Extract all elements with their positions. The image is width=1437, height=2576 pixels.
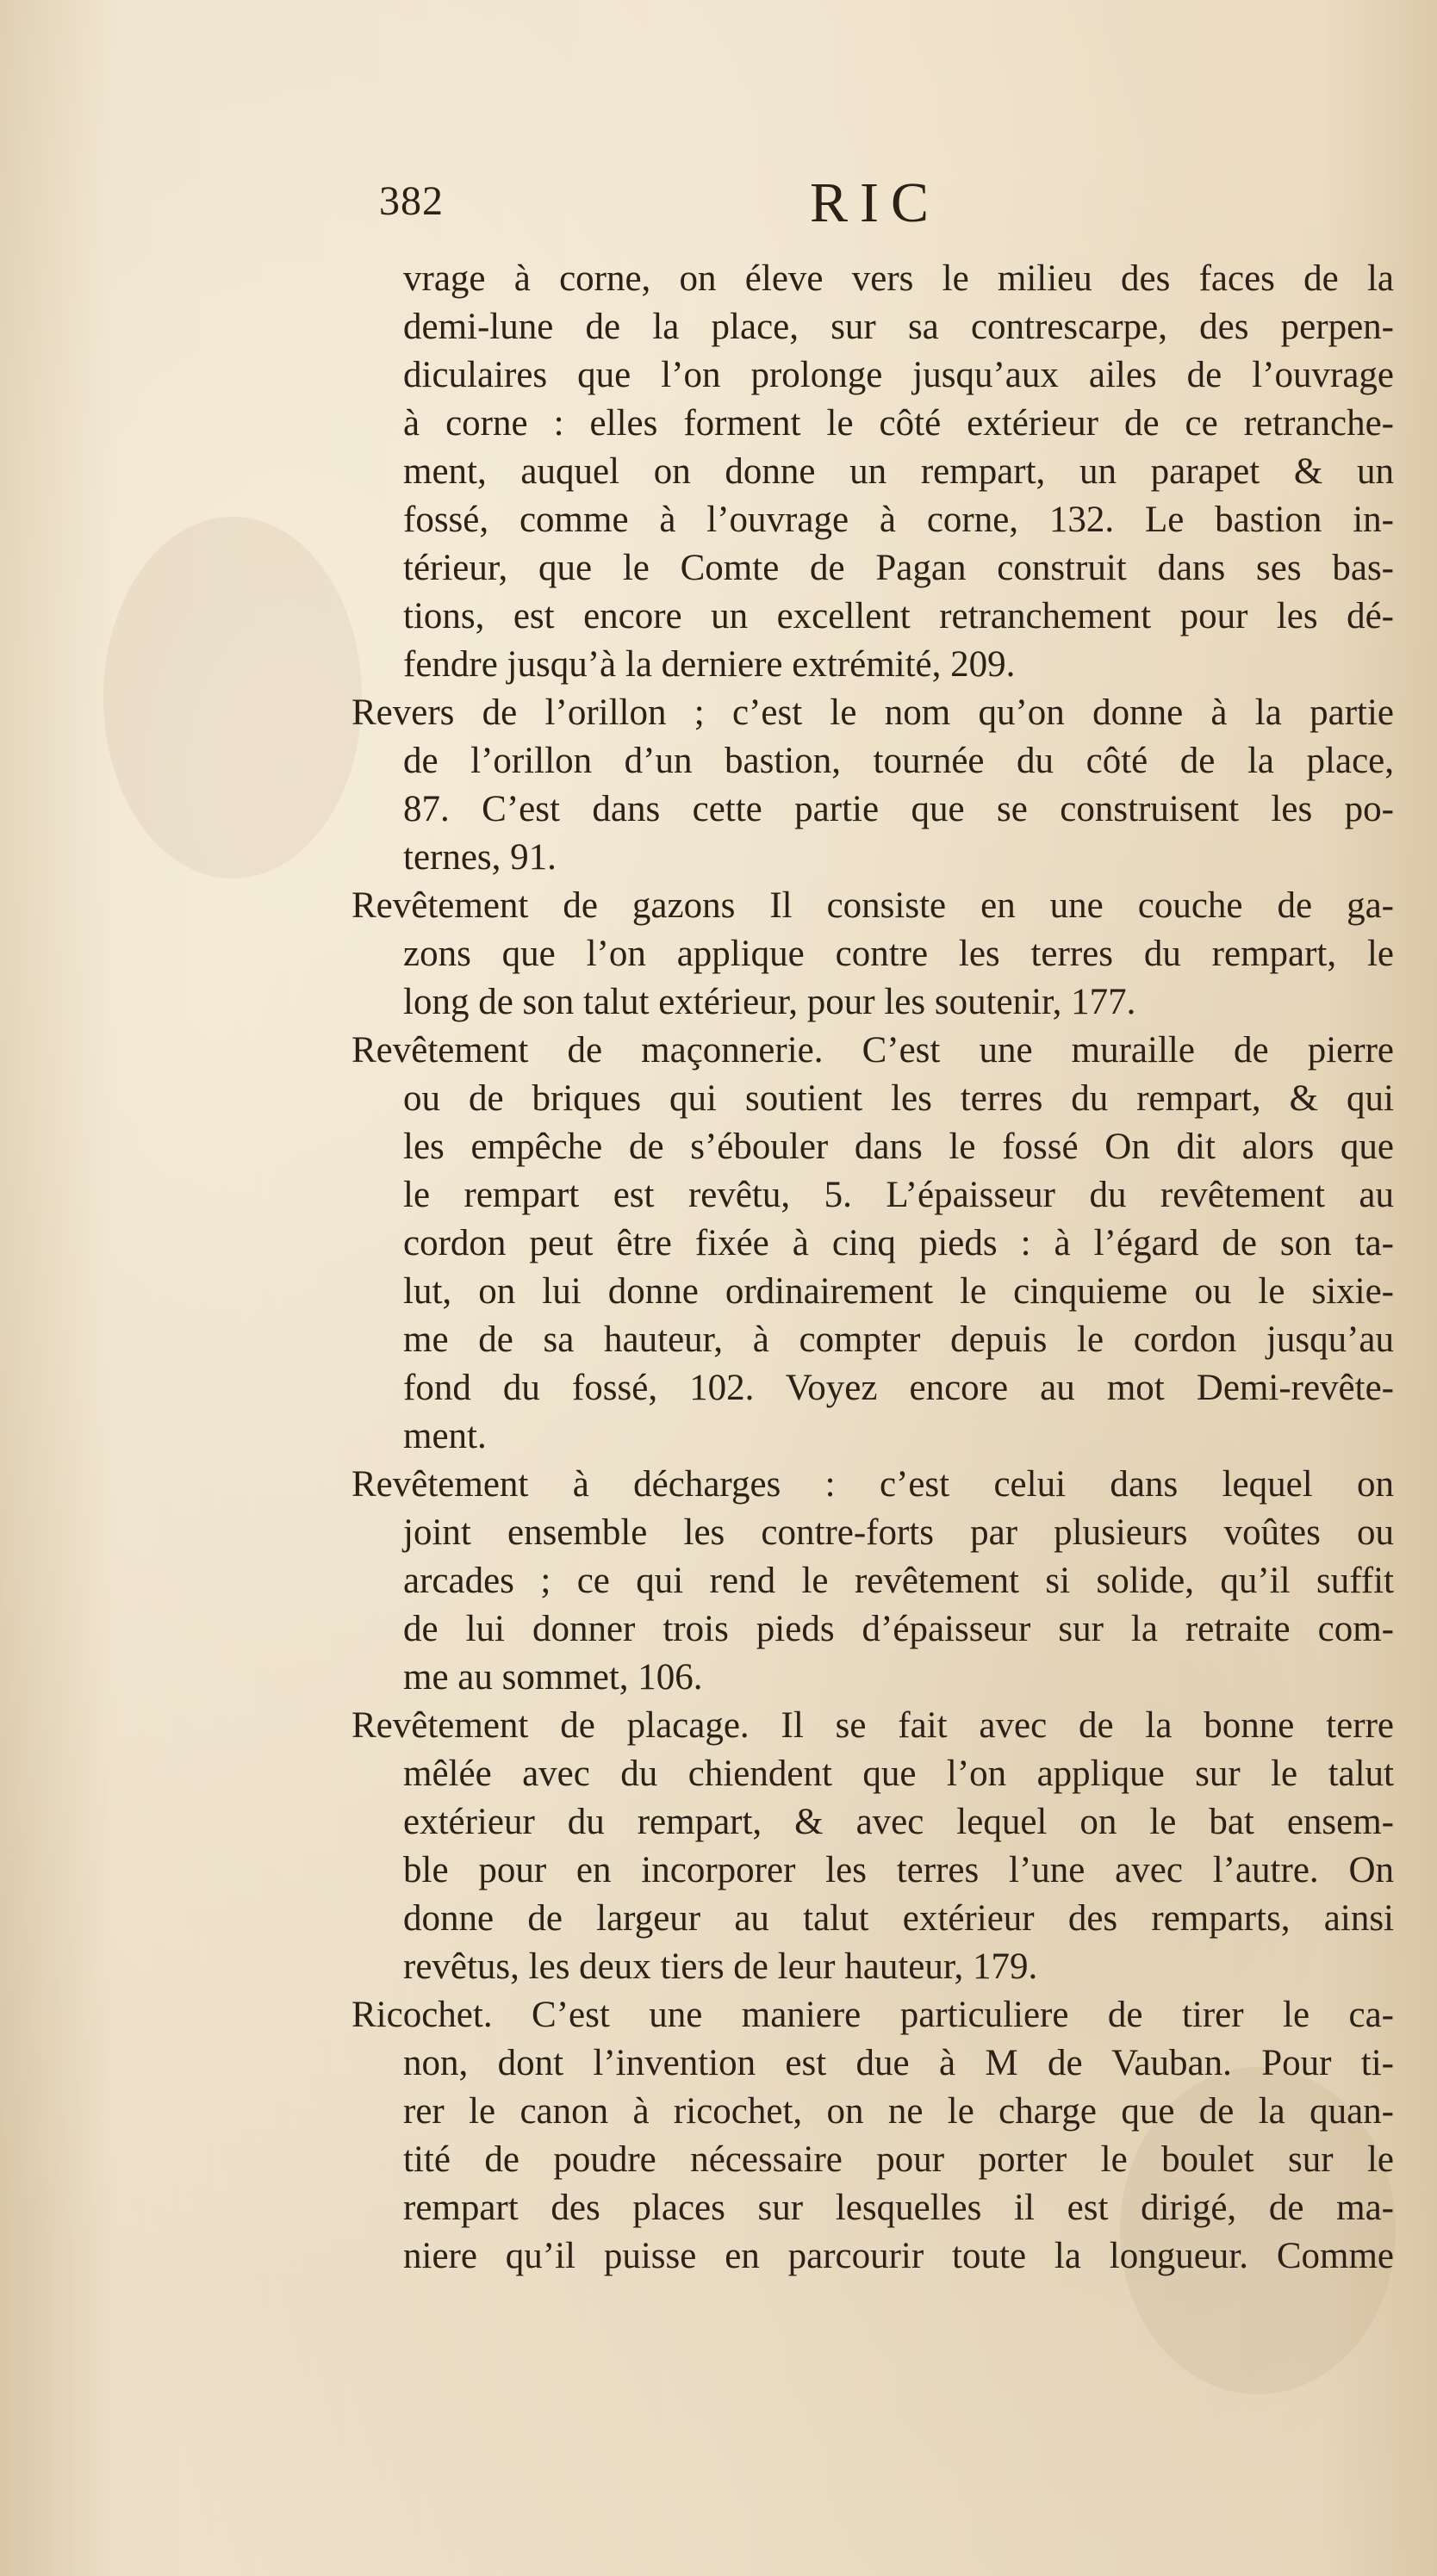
- text-line: demi-lune de la place, sur sa contrescarpe, des perpen-: [403, 307, 1394, 347]
- text-line: zons que l’on applique contre les terres du rempart, le: [403, 934, 1394, 974]
- page-header: [379, 171, 1042, 239]
- text-line: mêlée avec du chiendent que l’on applique sur le talut: [403, 1754, 1394, 1794]
- text-line: arcades ; ce qui rend le revêtement si solide, qu’il suffit: [403, 1561, 1394, 1601]
- text-line: tions, est encore un excellent retranchement pour les dé-: [403, 596, 1394, 636]
- text-line: cordon peut être fixée à cinq pieds : à l’égard de son ta-: [403, 1223, 1394, 1263]
- text-line: joint ensemble les contre-forts par plusieurs voûtes ou: [403, 1512, 1394, 1553]
- text-line: non, dont l’invention est due à M de Vauban. Pour ti-: [403, 2043, 1394, 2083]
- text-line: lut, on lui donne ordinairement le cinquieme ou le sixie-: [403, 1271, 1394, 1312]
- text-line: fossé, comme à l’ouvrage à corne, 132. Le bastion in-: [403, 500, 1394, 540]
- text-line: extérieur du rempart, & avec lequel on le bat ensem-: [403, 1802, 1394, 1842]
- entry-headword-line: Revêtement de placage. Il se fait avec de la bonne terre: [351, 1705, 1394, 1746]
- entry-headword-line: Revêtement à décharges : c’est celui dans lequel on: [351, 1464, 1394, 1505]
- text-line: térieur, que le Comte de Pagan construit dans ses bas-: [403, 548, 1394, 588]
- text-line: ble pour en incorporer les terres l’une avec l’autre. On: [403, 1850, 1394, 1890]
- entry-headword-line: Revers de l’orillon ; c’est le nom qu’on donne à la partie: [351, 692, 1394, 733]
- running-head: RIC: [810, 171, 942, 234]
- text-line: niere qu’il puisse en parcourir toute la longueur. Comme: [403, 2236, 1394, 2276]
- text-line: rer le canon à ricochet, on ne le charge que de la quan-: [403, 2091, 1394, 2132]
- text-line: ou de briques qui soutient les terres du rempart, & qui: [403, 1078, 1394, 1119]
- entry-headword-line: Revêtement de maçonnerie. C’est une muraille de pierre: [351, 1030, 1394, 1071]
- text-line: le rempart est revêtu, 5. L’épaisseur du revêtement au: [403, 1175, 1394, 1215]
- text-line: long de son talut extérieur, pour les soutenir, 177.: [403, 982, 1136, 1022]
- text-line: à corne : elles forment le côté extérieur de ce retranche-: [403, 403, 1394, 444]
- paper-stain: [103, 517, 362, 878]
- entry-headword-line: Revêtement de gazons Il consiste en une couche de ga-: [351, 885, 1394, 926]
- text-line: me au sommet, 106.: [403, 1657, 703, 1698]
- text-line: tité de poudre nécessaire pour porter le boulet sur le: [403, 2139, 1394, 2180]
- page-number: 382: [379, 178, 444, 224]
- text-line: ternes, 91.: [403, 837, 557, 878]
- text-line: fendre jusqu’à la derniere extrémité, 209.: [403, 644, 1016, 685]
- text-line: me de sa hauteur, à compter depuis le cordon jusqu’au: [403, 1319, 1394, 1360]
- text-line: vrage à corne, on éleve vers le milieu des faces de la: [403, 258, 1394, 299]
- text-line: rempart des places sur lesquelles il est dirigé, de ma-: [403, 2188, 1394, 2228]
- text-line: diculaires que l’on prolonge jusqu’aux ailes de l’ouvrage: [403, 355, 1394, 395]
- text-line: donne de largeur au talut extérieur des remparts, ainsi: [403, 1898, 1394, 1939]
- text-line: revêtus, les deux tiers de leur hauteur, 179.: [403, 1946, 1038, 1987]
- text-line: fond du fossé, 102. Voyez encore au mot Demi-revête-: [403, 1368, 1394, 1408]
- text-line: les empêche de s’ébouler dans le fossé On dit alors que: [403, 1127, 1394, 1167]
- text-line: de l’orillon d’un bastion, tournée du côté de la place,: [403, 741, 1394, 781]
- entry-headword-line: Ricochet. C’est une maniere particuliere de tirer le ca-: [351, 1995, 1394, 2035]
- text-line: 87. C’est dans cette partie que se construisent les po-: [403, 789, 1394, 829]
- text-line: ment.: [403, 1416, 487, 1456]
- text-line: ment, auquel on donne un rempart, un parapet & un: [403, 451, 1394, 492]
- text-line: de lui donner trois pieds d’épaisseur sur la retraite com-: [403, 1609, 1394, 1649]
